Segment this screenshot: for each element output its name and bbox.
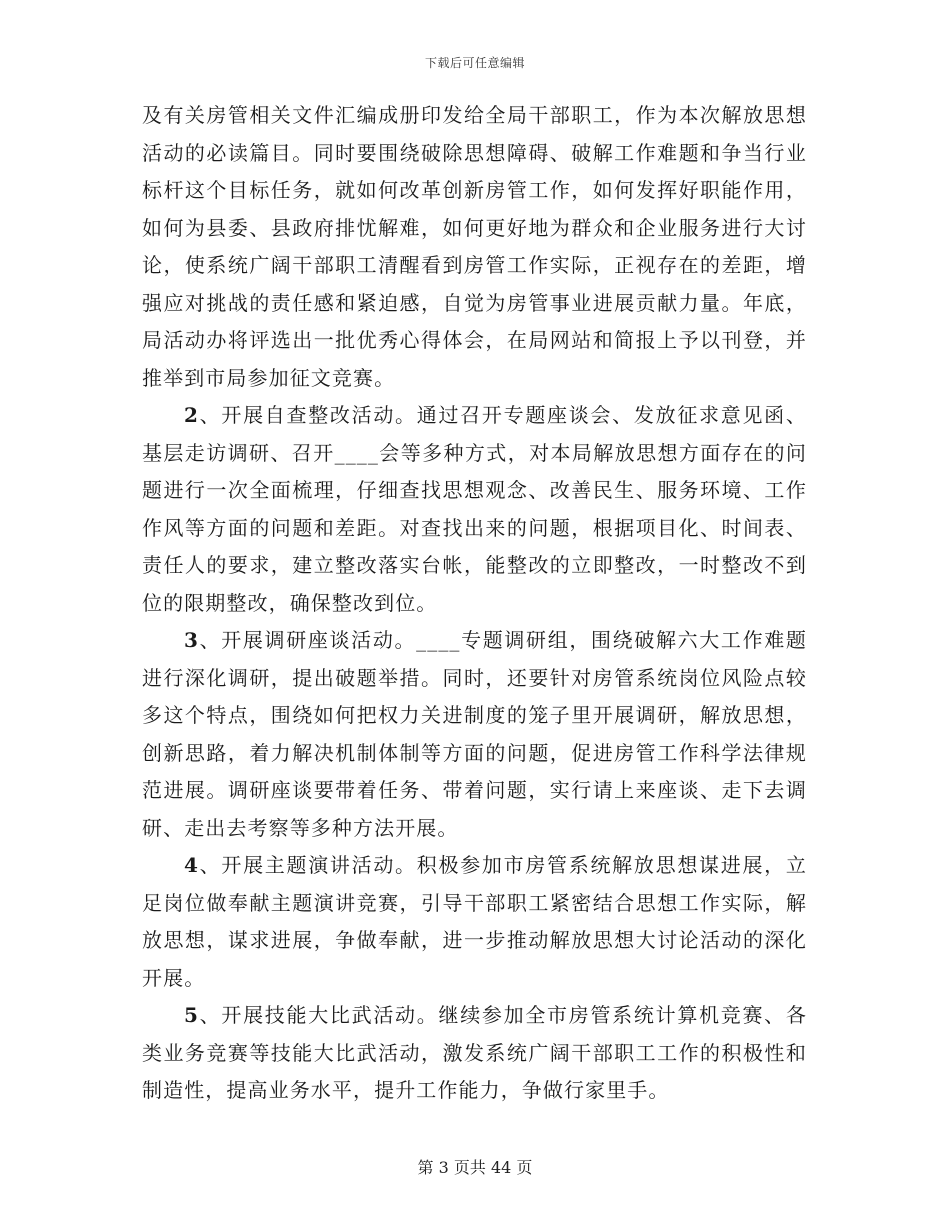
item-number: 2: [184, 403, 200, 427]
paragraph-text: 及有关房管相关文件汇编成册印发给全局干部职工，作为本次解放思想活动的必读篇目。同时要围绕破除思想障碍、破解工作难题和争当行业标杆这个目标任务，就如何改革创新房管工作，如何发挥好职能作用，如何为县委、县政府排忧解难，如何更好地为群众和企业服务进行大讨论，使系统广阔干部职工清醒看到房管工作实际，正视存在的差距，增强应对挑战的责任感和紧迫感，自觉为房管事业进展贡献力量。年底，局活动办将评选出一批优秀心得体会，在局网站和简报上予以刊登，并推举到市局参加征文竞赛。: [142, 103, 807, 390]
item-number: 5: [184, 1003, 200, 1027]
paragraph-item-3: [142, 622, 807, 847]
paragraph-item-2: [142, 397, 807, 622]
paragraph-text: 、开展自查整改活动。通过召开专题座谈会、发放征求意见函、基层走访调研、召开____会等多种方式，对本局解放思想方面存在的问题进行一次全面梳理，仔细查找思想观念、改善民生、服务环境、工作作风等方面的问题和差距。对查找出来的问题，根据项目化、时间表、责任人的要求，建立整改落实台帐，能整改的立即整改，一时整改不到位的限期整改，确保整改到位。: [142, 403, 807, 615]
paragraph-item-5: [142, 997, 807, 1110]
paragraph-text: 、开展主题演讲活动。积极参加市房管系统解放思想谋进展，立足岗位做奉献主题演讲竞赛，引导干部职工紧密结合思想工作实际，解放思想，谋求进展，争做奉献，进一步推动解放思想大讨论活动的深化开展。: [142, 853, 807, 990]
item-number: 3: [184, 628, 200, 652]
page-header: 下载后可任意编辑: [424, 56, 525, 70]
page-footer: 第 3 页共 44 页: [417, 1158, 533, 1177]
document-body: [142, 97, 807, 1110]
paragraph-continuation: [142, 97, 807, 397]
item-number: 4: [184, 853, 200, 877]
paragraph-text: 、开展技能大比武活动。继续参加全市房管系统计算机竞赛、各类业务竞赛等技能大比武活动，激发系统广阔干部职工工作的积极性和制造性，提高业务水平，提升工作能力，争做行家里手。: [142, 1003, 807, 1102]
paragraph-item-4: [142, 847, 807, 997]
paragraph-text: 、开展调研座谈活动。____专题调研组，围绕破解六大工作难题进行深化调研，提出破题举措。同时，还要针对房管系统岗位风险点较多这个特点，围绕如何把权力关进制度的笼子里开展调研，解放思想，创新思路，着力解决机制体制等方面的问题，促进房管工作科学法律规范进展。调研座谈要带着任务、带着问题，实行请上来座谈、走下去调研、走出去考察等多种方法开展。: [142, 628, 807, 840]
